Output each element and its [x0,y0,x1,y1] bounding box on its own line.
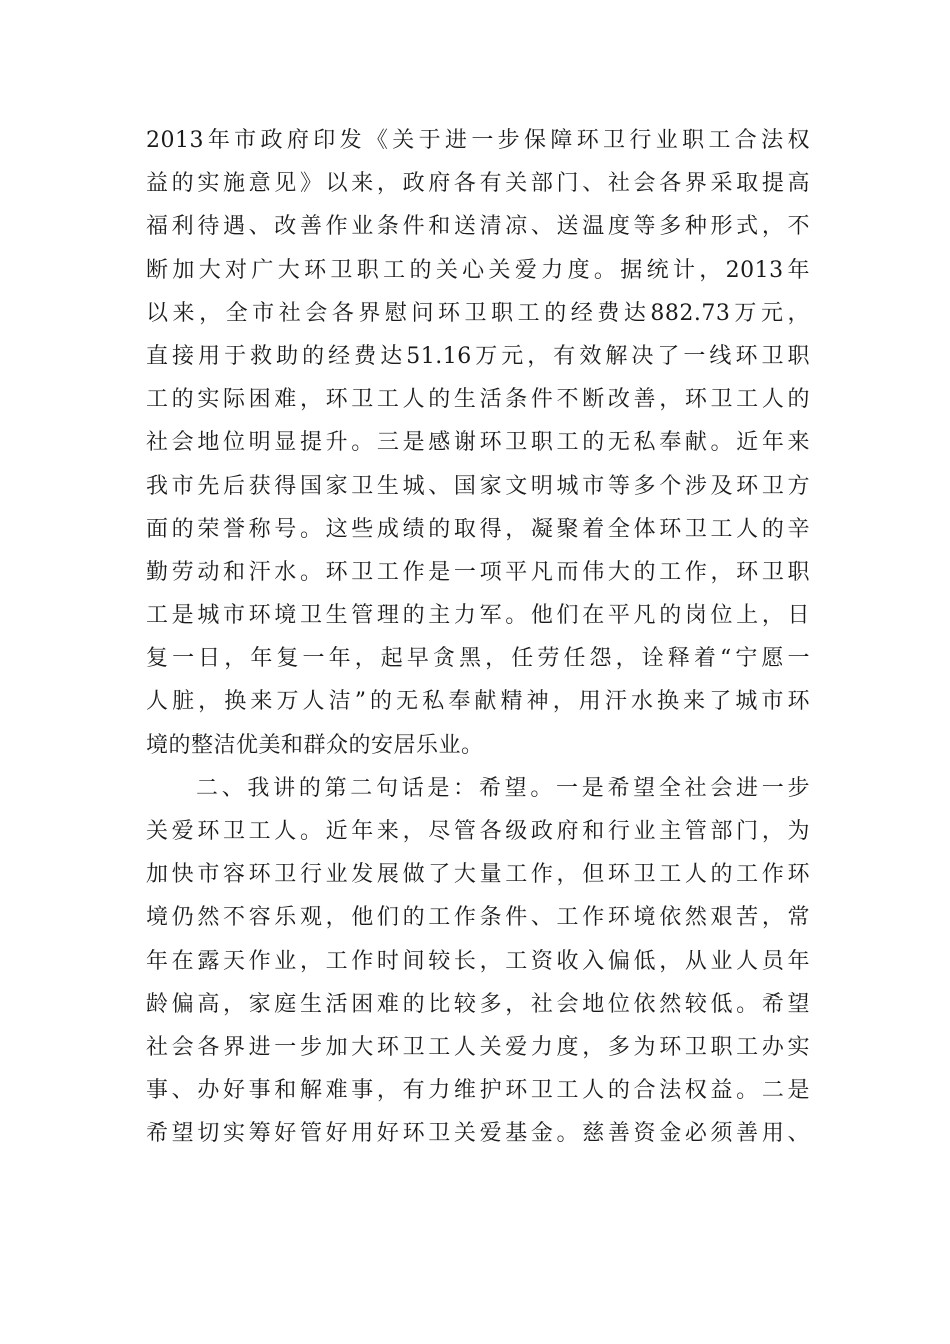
text-line: 人脏，换来万人洁”的无私奉献精神，用汗水换来了城市环 [146,689,810,715]
paragraph-end-line: 境的整洁优美和群众的安居乐业。 [146,732,484,758]
text-line: 龄偏高，家庭生活困难的比较多，社会地位依然较低。希望 [146,991,810,1017]
text-line: 事、办好事和解难事，有力维护环卫工人的合法权益。二是 [146,1078,810,1104]
text-line: 复一日，年复一年，起早贪黑，任劳任怨，诠释着“宁愿一 [146,646,810,672]
text-line: 2013年市政府印发《关于进一步保障环卫行业职工合法权 [146,128,810,153]
text-line: 境仍然不容乐观，他们的工作条件、工作环境依然艰苦，常 [146,905,810,931]
text-line: 勤劳动和汗水。环卫工作是一项平凡而伟大的工作，环卫职 [146,559,810,585]
text-line: 工的实际困难，环卫工人的生活条件不断改善，环卫工人的 [146,387,810,413]
text-line: 加快市容环卫行业发展做了大量工作，但环卫工人的工作环 [146,862,810,888]
text-line: 关爱环卫工人。近年来，尽管各级政府和行业主管部门，为 [146,819,810,844]
text-line: 面的荣誉称号。这些成绩的取得，凝聚着全体环卫工人的辛 [146,516,810,542]
text-line: 益的实施意见》以来，政府各有关部门、社会各界采取提高 [146,171,810,197]
text-line: 工是城市环境卫生管理的主力军。他们在平凡的岗位上，日 [146,603,810,629]
text-line: 直接用于救助的经费达51.16万元，有效解决了一线环卫职 [146,343,810,369]
text-line: 年在露天作业，工作时间较长，工资收入偏低，从业人员年 [146,948,810,974]
paragraph-start-line: 二、我讲的第二句话是：希望。一是希望全社会进一步 [196,775,810,801]
text-line: 断加大对广大环卫职工的关心关爱力度。据统计，2013年 [146,257,810,283]
text-line: 以来，全市社会各界慰问环卫职工的经费达882.73万元， [146,300,810,326]
text-line: 我市先后获得国家卫生城、国家文明城市等多个涉及环卫方 [146,473,810,499]
document-body [146,119,810,1156]
text-line: 社会地位明显提升。三是感谢环卫职工的无私奉献。近年来 [146,430,810,456]
text-line: 希望切实筹好管好用好环卫关爱基金。慈善资金必须善用、 [146,1121,810,1147]
text-line: 社会各界进一步加大环卫工人关爱力度，多为环卫职工办实 [146,1034,810,1060]
text-line: 福利待遇、改善作业条件和送清凉、送温度等多种形式，不 [146,214,810,240]
